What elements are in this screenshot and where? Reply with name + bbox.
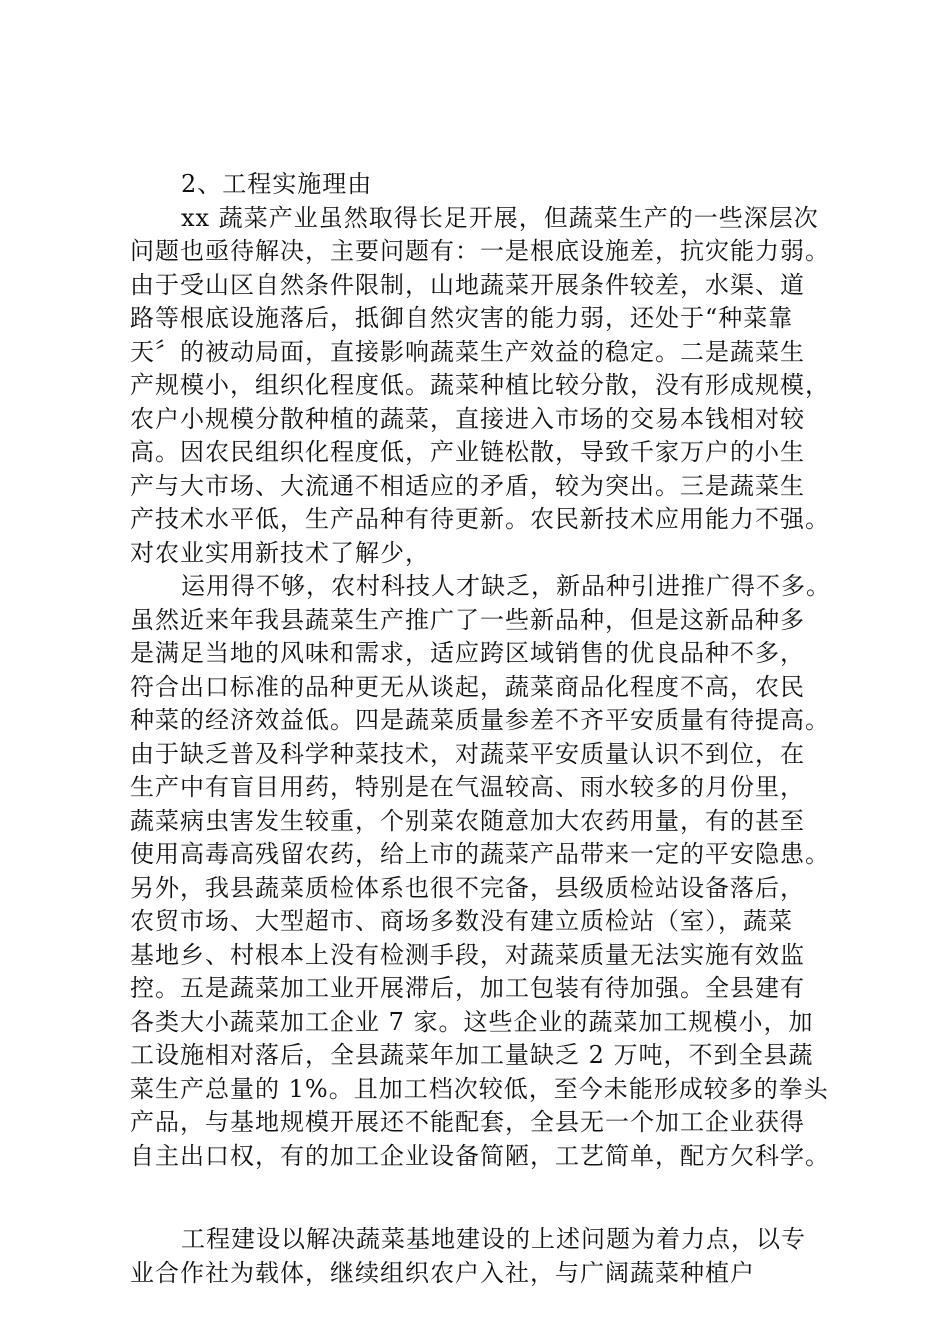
text-line: 运用得不够，农村科技人才缺乏，新品种引进推广得不多。 (181, 572, 831, 600)
text-line: 虽然近来年我县蔬菜生产推广了一些新品种，但是这新品种多 (130, 605, 805, 634)
text-line: 另外，我县蔬菜质检体系也很不完备，县级质检站设备落后， (130, 873, 805, 902)
text-line: xx 蔬菜产业虽然取得长足开展，但蔬菜生产的一些深层次 (181, 203, 819, 232)
text-line: 种菜的经济效益低。四是蔬菜质量参差不齐平安质量有待提高。 (130, 706, 830, 734)
text-line: 符合出口标准的品种更无从谈起，蔬菜商品化程度不高，农民 (130, 672, 805, 701)
text-line: 各类大小蔬菜加工企业 7 家。这些企业的蔬菜加工规模小，加 (130, 1007, 814, 1036)
text-line: 天〞的被动局面，直接影响蔬菜生产效益的稳定。二是蔬菜生 (130, 337, 805, 366)
text-line: 生产中有盲目用药，特别是在气温较高、雨水较多的月份里， (130, 773, 805, 801)
text-line: 工设施相对落后，全县蔬菜年加工量缺乏 2 万吨，不到全县蔬 (130, 1041, 814, 1069)
text-line: 菜生产总量的 1%。且加工档次较低，至今未能形成较多的拳头 (130, 1074, 829, 1103)
paragraph-problems-part2 (130, 570, 830, 1173)
text-line: 产规模小，组织化程度低。蔬菜种植比较分散，没有形成规模， (130, 371, 830, 399)
document-body (130, 168, 830, 1290)
text-line: 农户小规模分散种植的蔬菜，直接进入市场的交易本钱相对较 (130, 404, 805, 433)
text-line: 高。因农民组织化程度低，产业链松散，导致千家万户的小生 (130, 438, 805, 466)
text-line: 对农业实用新技术了解少， (130, 538, 430, 567)
text-line: 是满足当地的风味和需求，适应跨区域销售的优良品种不多， (130, 639, 805, 667)
text-line: 产与大市场、大流通不相适应的矛盾，较为突出。三是蔬菜生 (130, 471, 805, 500)
text-line: 问题也亟待解决，主要问题有：一是根底设施差，抗灾能力弱。 (130, 237, 830, 265)
paragraph-construction (130, 1223, 830, 1290)
text-line: 由于受山区自然条件限制，山地蔬菜开展条件较差，水渠、道 (130, 270, 805, 299)
text-line: 蔬菜病虫害发生较重，个别菜农随意加大农药用量，有的甚至 (130, 806, 805, 835)
paragraph-problems-part1 (130, 202, 830, 571)
text-line: 产技术水平低，生产品种有待更新。农民新技术应用能力不强。 (130, 505, 830, 533)
text-line: 控。五是蔬菜加工业开展滞后，加工包装有待加强。全县建有 (130, 974, 805, 1002)
text-line: 由于缺乏普及科学种菜技术，对蔬菜平安质量认识不到位，在 (130, 739, 805, 768)
text-line: 自主出口权，有的加工企业设备简陋，工艺简单，配方欠科学。 (130, 1141, 830, 1170)
text-line: 基地乡、村根本上没有检测手段，对蔬菜质量无法实施有效监 (130, 940, 805, 969)
text-line: 产品，与基地规模开展还不能配套，全县无一个加工企业获得 (130, 1108, 805, 1136)
paragraph-spacer (130, 1173, 830, 1223)
text-line: 工程建设以解决蔬菜基地建设的上述问题为着力点，以专 (181, 1225, 806, 1253)
text-line: 路等根底设施落后，抵御自然灾害的能力弱，还处于“种菜靠 (130, 304, 794, 332)
text-line: 使用高毒高残留农药，给上市的蔬菜产品带来一定的平安隐患。 (130, 840, 830, 868)
text-line: 业合作社为载体，继续组织农户入社，与广阔蔬菜种植户 (130, 1258, 755, 1287)
text-line: 农贸市场、大型超市、商场多数没有建立质检站（室），蔬菜 (130, 907, 793, 935)
section-heading: 2、工程实施理由 (181, 170, 373, 198)
